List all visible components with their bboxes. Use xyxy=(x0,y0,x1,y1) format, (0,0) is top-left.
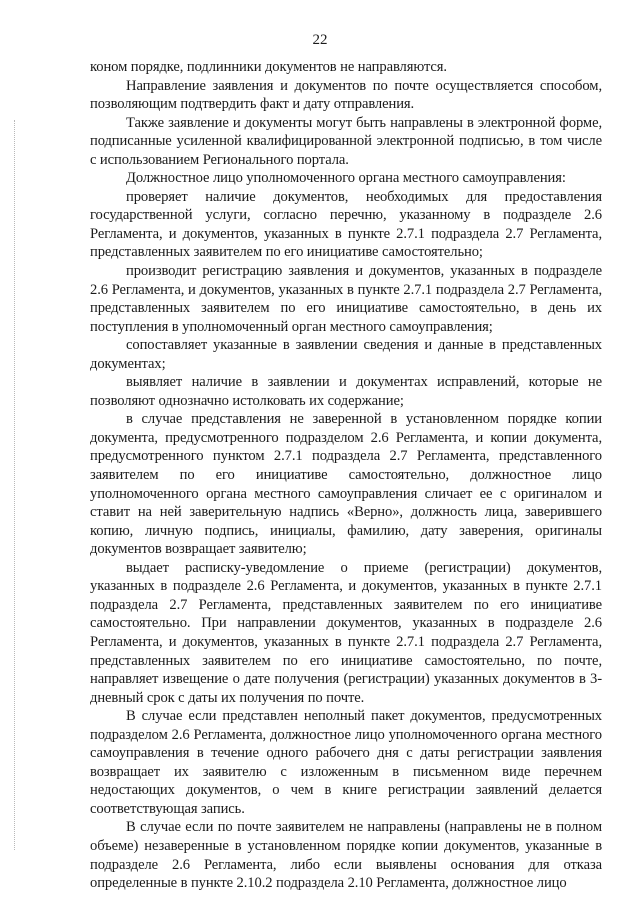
paragraph: в случае представления не заверенной в установленном порядке копии документа, предусмотренного подразделом 2.6 Регламента, и копии документа, предусмотренного пунктом 2.7.1 подраздела 2.7 Регламента, представленного заявителем по его инициативе самостоятельно, должностное лицо уполномоченного органа местного самоуправления сличает ее с оригиналом и ставит на ней заверительную надпись «Верно», должность лица, заверившего копию, личную подпись, инициалы, фамилию, дату заверения, оригиналы документов возвращает заявителю; xyxy=(90,411,602,558)
paragraph: выявляет наличие в заявлении и документах исправлений, которые не позволяют однозначно истолковать их содержание; xyxy=(90,374,602,409)
page-number: 22 xyxy=(312,32,328,48)
paragraph: Должностное лицо уполномоченного органа местного самоуправления: xyxy=(126,170,566,187)
paragraph: В случае если представлен неполный пакет документов, предусмотренных подразделом 2.6 Регламента, должностное лицо уполномоченного органа местного самоуправления в течение одного рабочего дня с даты регистрации заявления возвращает их заявителю с изложенным в письменном виде перечнем недостающих документов, о чем в книге регистрации заявлений делается соответствующая запись. xyxy=(90,708,602,817)
paragraph: проверяет наличие документов, необходимых для предоставления государственной услуги, согласно перечню, указанному в подразделе 2.6 Регламента, и документов, указанных в пункте 2.7.1 подраздела 2.7 Регламента, представленных заявителем по его инициативе самостоятельно; xyxy=(90,188,602,261)
paragraph: В случае если по почте заявителем не направлены (направлены не в полном объеме) незаверенные в установленном порядке копии документов, указанные в подразделе 2.6 Регламента, либо если выявлены основания для отказа определенные в пункте 2.10.2 подраздела 2.10 Регламента, должностное лицо xyxy=(90,819,602,892)
paragraph: Также заявление и документы могут быть направлены в электронной форме, подписанные усиленной квалифицированной электронной подписью, в том числе с использованием Регионального портала. xyxy=(90,114,602,168)
paragraph: выдает расписку-уведомление о приеме (регистрации) документов, указанных в подразделе 2.6 Регламента, и документов, указанных в пункте 2.7.1 подраздела 2.7 Регламента, представленных заявителем по его инициативе самостоятельно. При направлении документов, указанных в подразделе 2.6 Регламента, и документов, указанных в пункте 2.7.1 подраздела 2.7 Регламента, представленных заявителем по его инициативе самостоятельно, по почте, направляет извещение о дате получения (регистрации) указанных документов в 3-дневный срок с даты их получения по почте. xyxy=(90,559,602,706)
paragraph: коном порядке, подлинники документов не направляются. xyxy=(90,59,447,75)
document-body xyxy=(90,58,602,893)
paragraph: производит регистрацию заявления и документов, указанных в подразделе 2.6 Регламента, и документов, указанных в пункте 2.7.1 подраздела 2.7 Регламента, представленных заявителем по его инициативе самостоятельно, в день их поступления в уполномоченный орган местного самоуправления; xyxy=(90,263,602,335)
paragraph: сопоставляет указанные в заявлении сведения и данные в представленных документах; xyxy=(90,337,602,372)
scan-edge-mark xyxy=(14,120,16,850)
paragraph: Направление заявления и документов по почте осуществляется способом, позволяющим подтвердить факт и дату отправления. xyxy=(90,77,602,113)
